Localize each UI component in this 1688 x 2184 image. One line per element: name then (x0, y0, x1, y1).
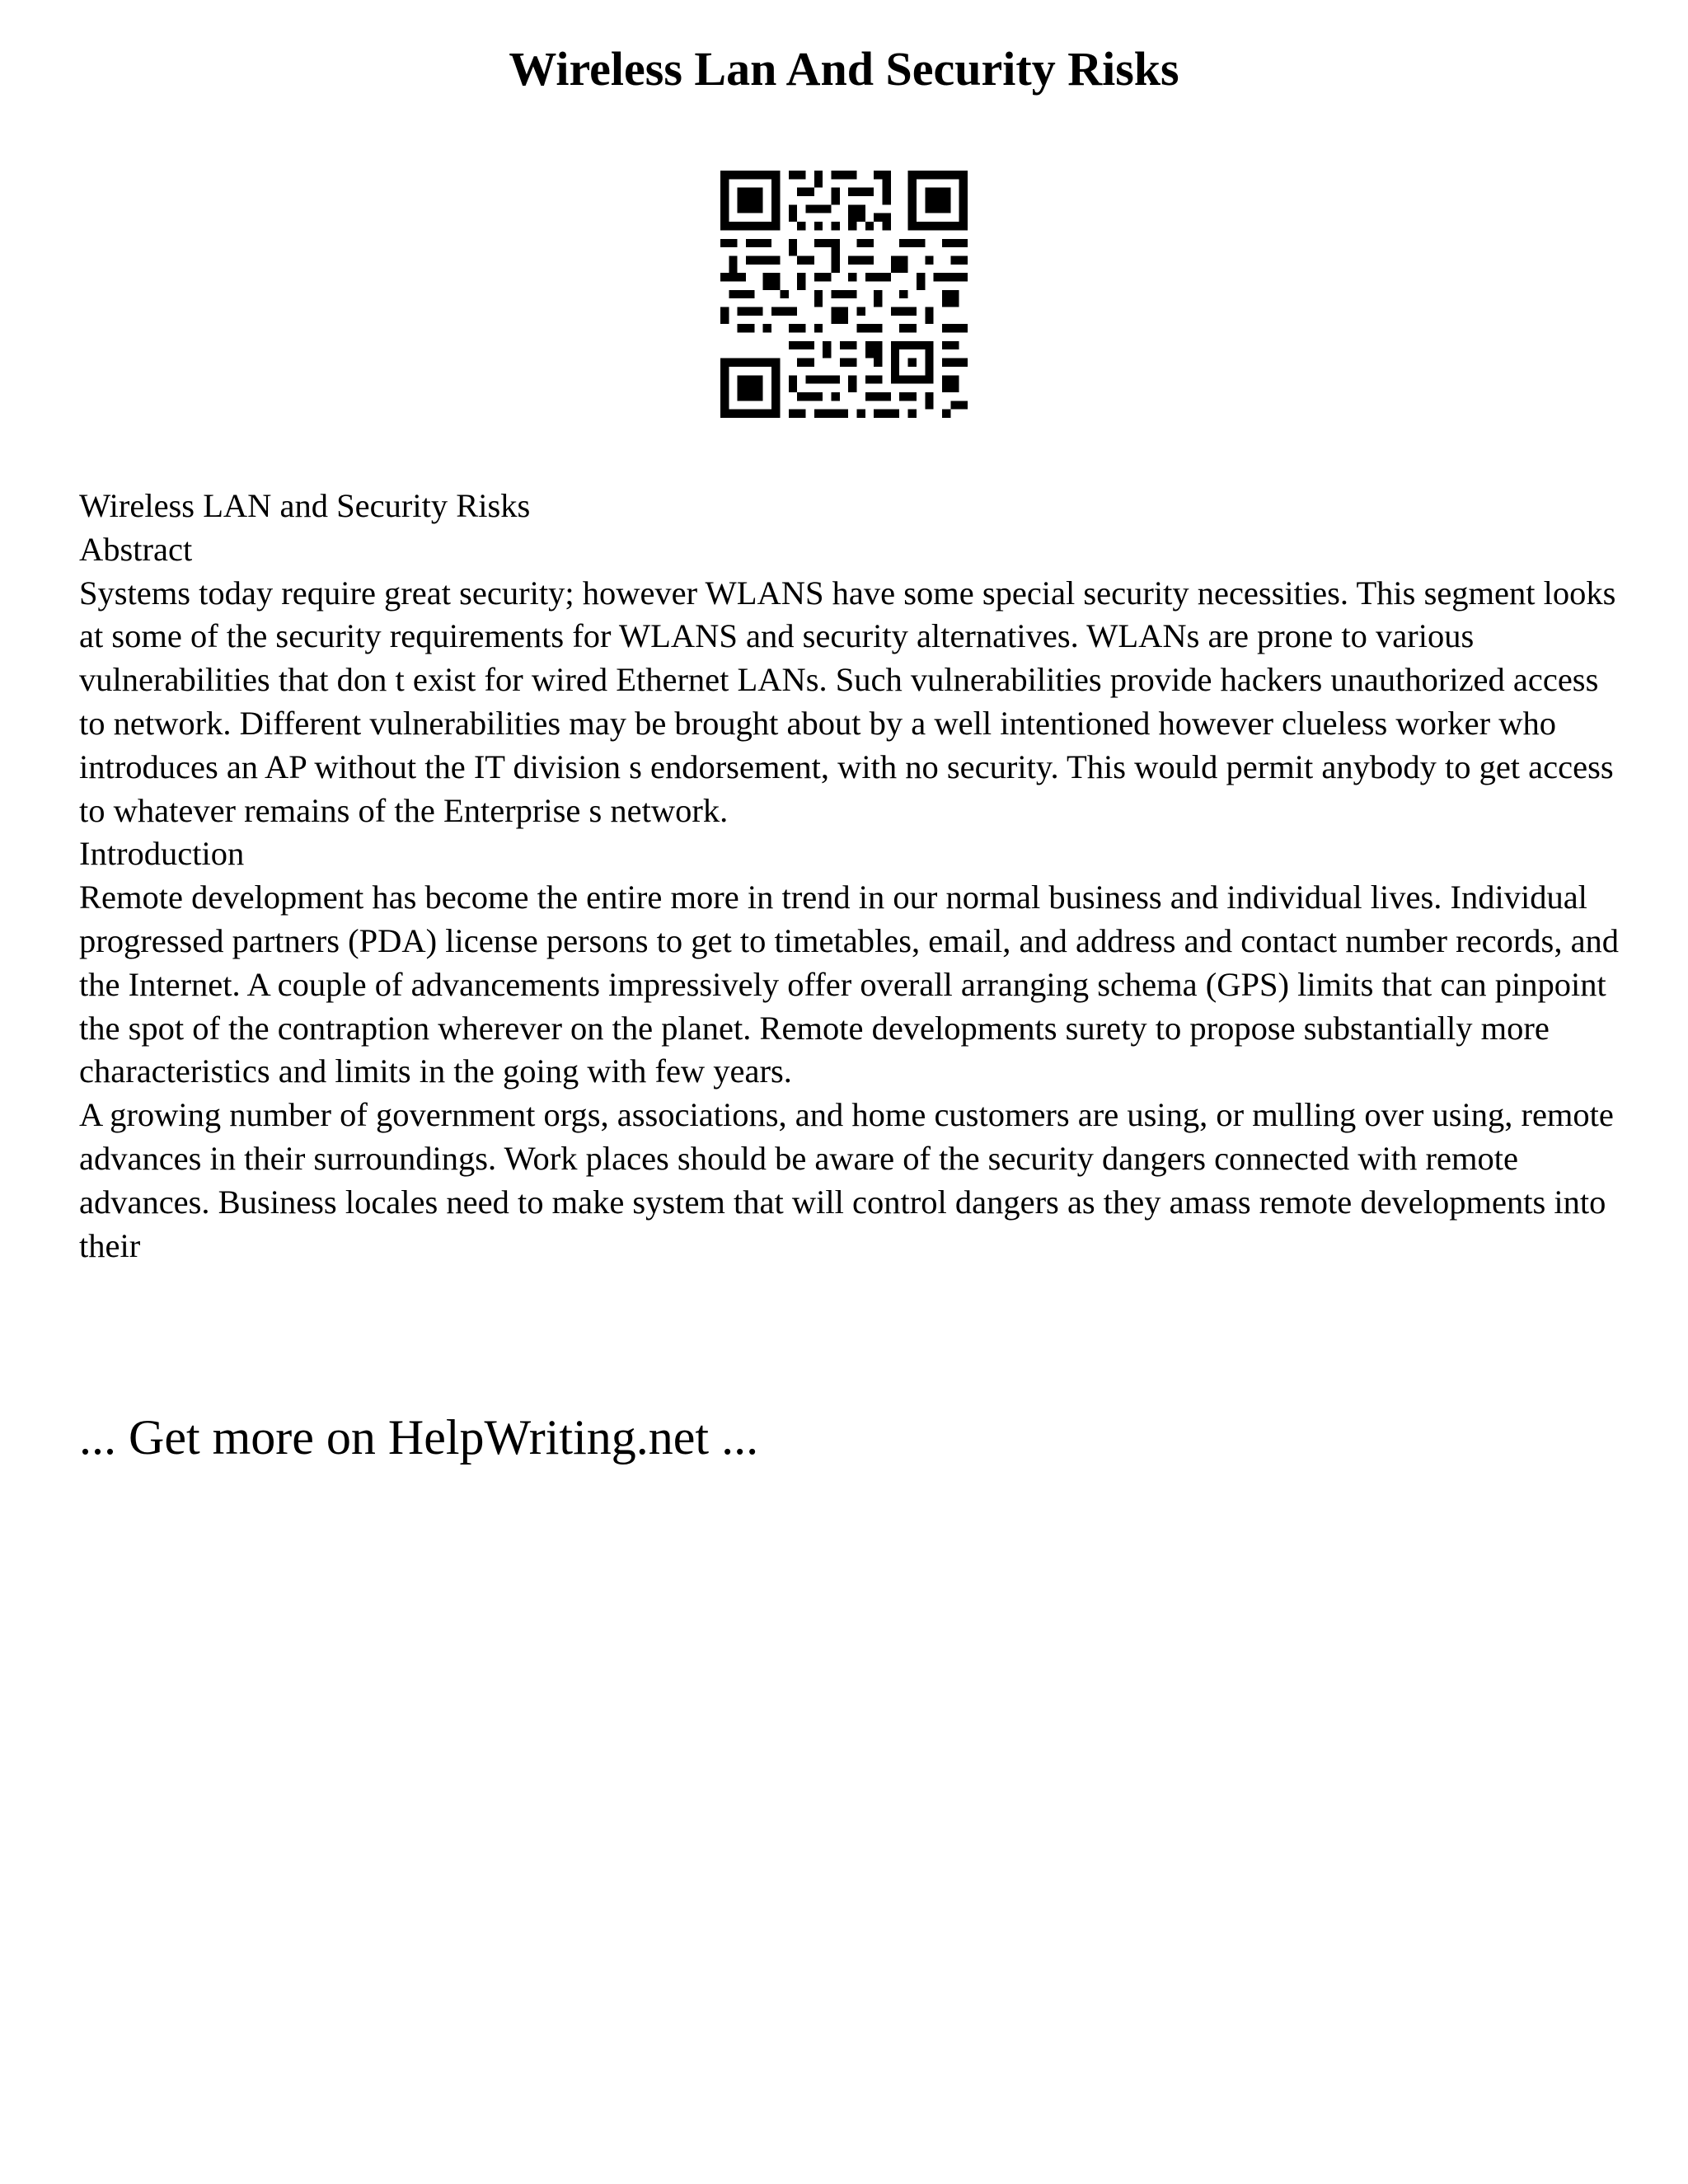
abstract-heading: Abstract (79, 530, 193, 568)
intro-paragraph-1: Remote development has become the entire more in trend in our normal business and individual lives. Individual progressed partners (PDA) license persons to get to timetables, email, and address and contact number records, and the Internet. A couple of advancements impressively offer overall arranging schema (GPS) limits that can pinpoint the spot of the contraption wherever on the planet. Remote developments surety to propose substantially more characteristics and limits in the going with few years. (79, 879, 1620, 1090)
abstract-paragraph: Systems today require great security; however WLANS have some special security necessities. This segment looks at some of the security requirements for WLANS and security alternatives. WLANs are prone to various vulnerabilities that don t exist for wired Ethernet LANs. Such vulnerabilities provide hackers unauthorized access to network. Different vulnerabilities may be brought about by a well intentioned however clueless worker who introduces an AP without the IT division s endorsement, with no security. This would permit anybody to get access to whatever remains of the Enterprise s network. (79, 574, 1616, 829)
document-body (79, 485, 1629, 1268)
document-heading: Wireless LAN and Security Risks (79, 487, 531, 524)
document-title: Wireless Lan And Security Risks (509, 42, 1179, 96)
get-more-link[interactable]: ... Get more on HelpWriting.net ... (79, 1410, 759, 1465)
intro-paragraph-2: A growing number of government orgs, associations, and home customers are using, or mulling over using, remote advances in their surroundings. Work places should be aware of the security dangers connected with remote advances. Business locales need to make system that will control dangers as they amass remote developments into their (79, 1096, 1614, 1264)
qr-code-graphic (720, 171, 968, 418)
qr-code (720, 171, 968, 418)
introduction-heading: Introduction (79, 835, 245, 873)
